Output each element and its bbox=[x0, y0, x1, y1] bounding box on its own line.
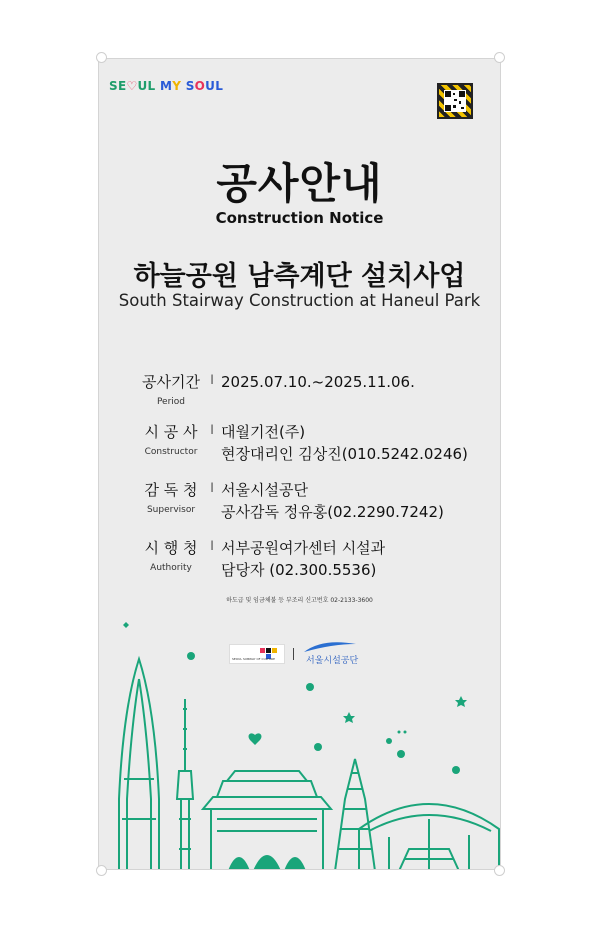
clover-icon bbox=[119, 622, 129, 628]
detail-label: 시 행 청 bbox=[144, 539, 198, 557]
tower-left bbox=[119, 659, 159, 870]
partner-right-text: 서울시설공단 bbox=[306, 656, 359, 666]
detail-label: 감 독 청 bbox=[144, 481, 198, 499]
grommet bbox=[494, 52, 505, 63]
partner-left-text: SEOUL SUBWAY OF CULTURE bbox=[232, 657, 276, 661]
grommet bbox=[494, 865, 505, 876]
report-hotline-note: 하도급 및 임금체불 등 부조리 신고번호 02-2133-3600 bbox=[226, 597, 373, 604]
logo-part: M bbox=[159, 79, 173, 93]
detail-label: 시 공 사 bbox=[144, 423, 198, 441]
logo-part: S bbox=[181, 79, 195, 93]
detail-label-english: Authority bbox=[150, 563, 192, 573]
logo-part: SE bbox=[109, 79, 127, 93]
detail-value: 담당자 (02.300.5536) bbox=[221, 561, 377, 579]
logo-part: Y bbox=[172, 79, 182, 93]
flower-icon bbox=[314, 743, 322, 751]
logo-part: ♡ bbox=[126, 79, 138, 93]
grommet bbox=[96, 52, 107, 63]
sparkle-icon bbox=[398, 731, 401, 734]
flower-icon bbox=[397, 750, 405, 758]
sparkle-icon bbox=[404, 731, 407, 734]
detail-label-english: Supervisor bbox=[146, 505, 196, 515]
detail-value: 서부공원여가센터 시설과 bbox=[221, 539, 386, 557]
detail-separator: l bbox=[210, 373, 214, 387]
grommet bbox=[96, 865, 107, 876]
detail-separator: l bbox=[210, 539, 214, 553]
star-icon bbox=[455, 696, 467, 707]
stadium-dome bbox=[359, 804, 499, 870]
detail-value: 서울시설공단 bbox=[221, 481, 308, 499]
detail-separator: l bbox=[210, 481, 214, 495]
detail-value: 대월기전(주) bbox=[221, 423, 306, 441]
notice-subtitle: Construction Notice bbox=[215, 209, 384, 227]
flower-icon bbox=[386, 738, 392, 744]
detail-separator: l bbox=[210, 423, 214, 437]
logo-part: UL bbox=[137, 79, 160, 93]
heart-icon bbox=[249, 733, 262, 745]
project-name-english: South Stairway Construction at Haneul Park bbox=[118, 291, 481, 310]
construction-sign bbox=[98, 58, 501, 870]
namsan-tower bbox=[177, 699, 193, 870]
detail-value: 공사감독 정유홍(02.2290.7242) bbox=[221, 503, 444, 521]
logo-part: UL bbox=[205, 79, 224, 93]
detail-value: 2025.07.10.~2025.11.06. bbox=[221, 373, 415, 391]
detail-value: 현장대리인 김상진(010.5242.0246) bbox=[221, 445, 468, 463]
pagoda bbox=[335, 759, 375, 870]
detail-label-english: Period bbox=[156, 397, 186, 407]
seoul-skyline-illustration bbox=[99, 59, 501, 870]
logo-part: O bbox=[194, 79, 206, 93]
clover-icon bbox=[306, 683, 314, 691]
project-name: 하늘공원 남측계단 설치사업 bbox=[133, 261, 466, 292]
detail-label: 공사기간 bbox=[142, 373, 200, 391]
flower-icon bbox=[187, 652, 195, 660]
detail-label-english: Constructor bbox=[144, 447, 198, 457]
notice-title: 공사안내 bbox=[216, 159, 383, 208]
flower-icon bbox=[452, 766, 460, 774]
star-icon bbox=[343, 712, 355, 723]
